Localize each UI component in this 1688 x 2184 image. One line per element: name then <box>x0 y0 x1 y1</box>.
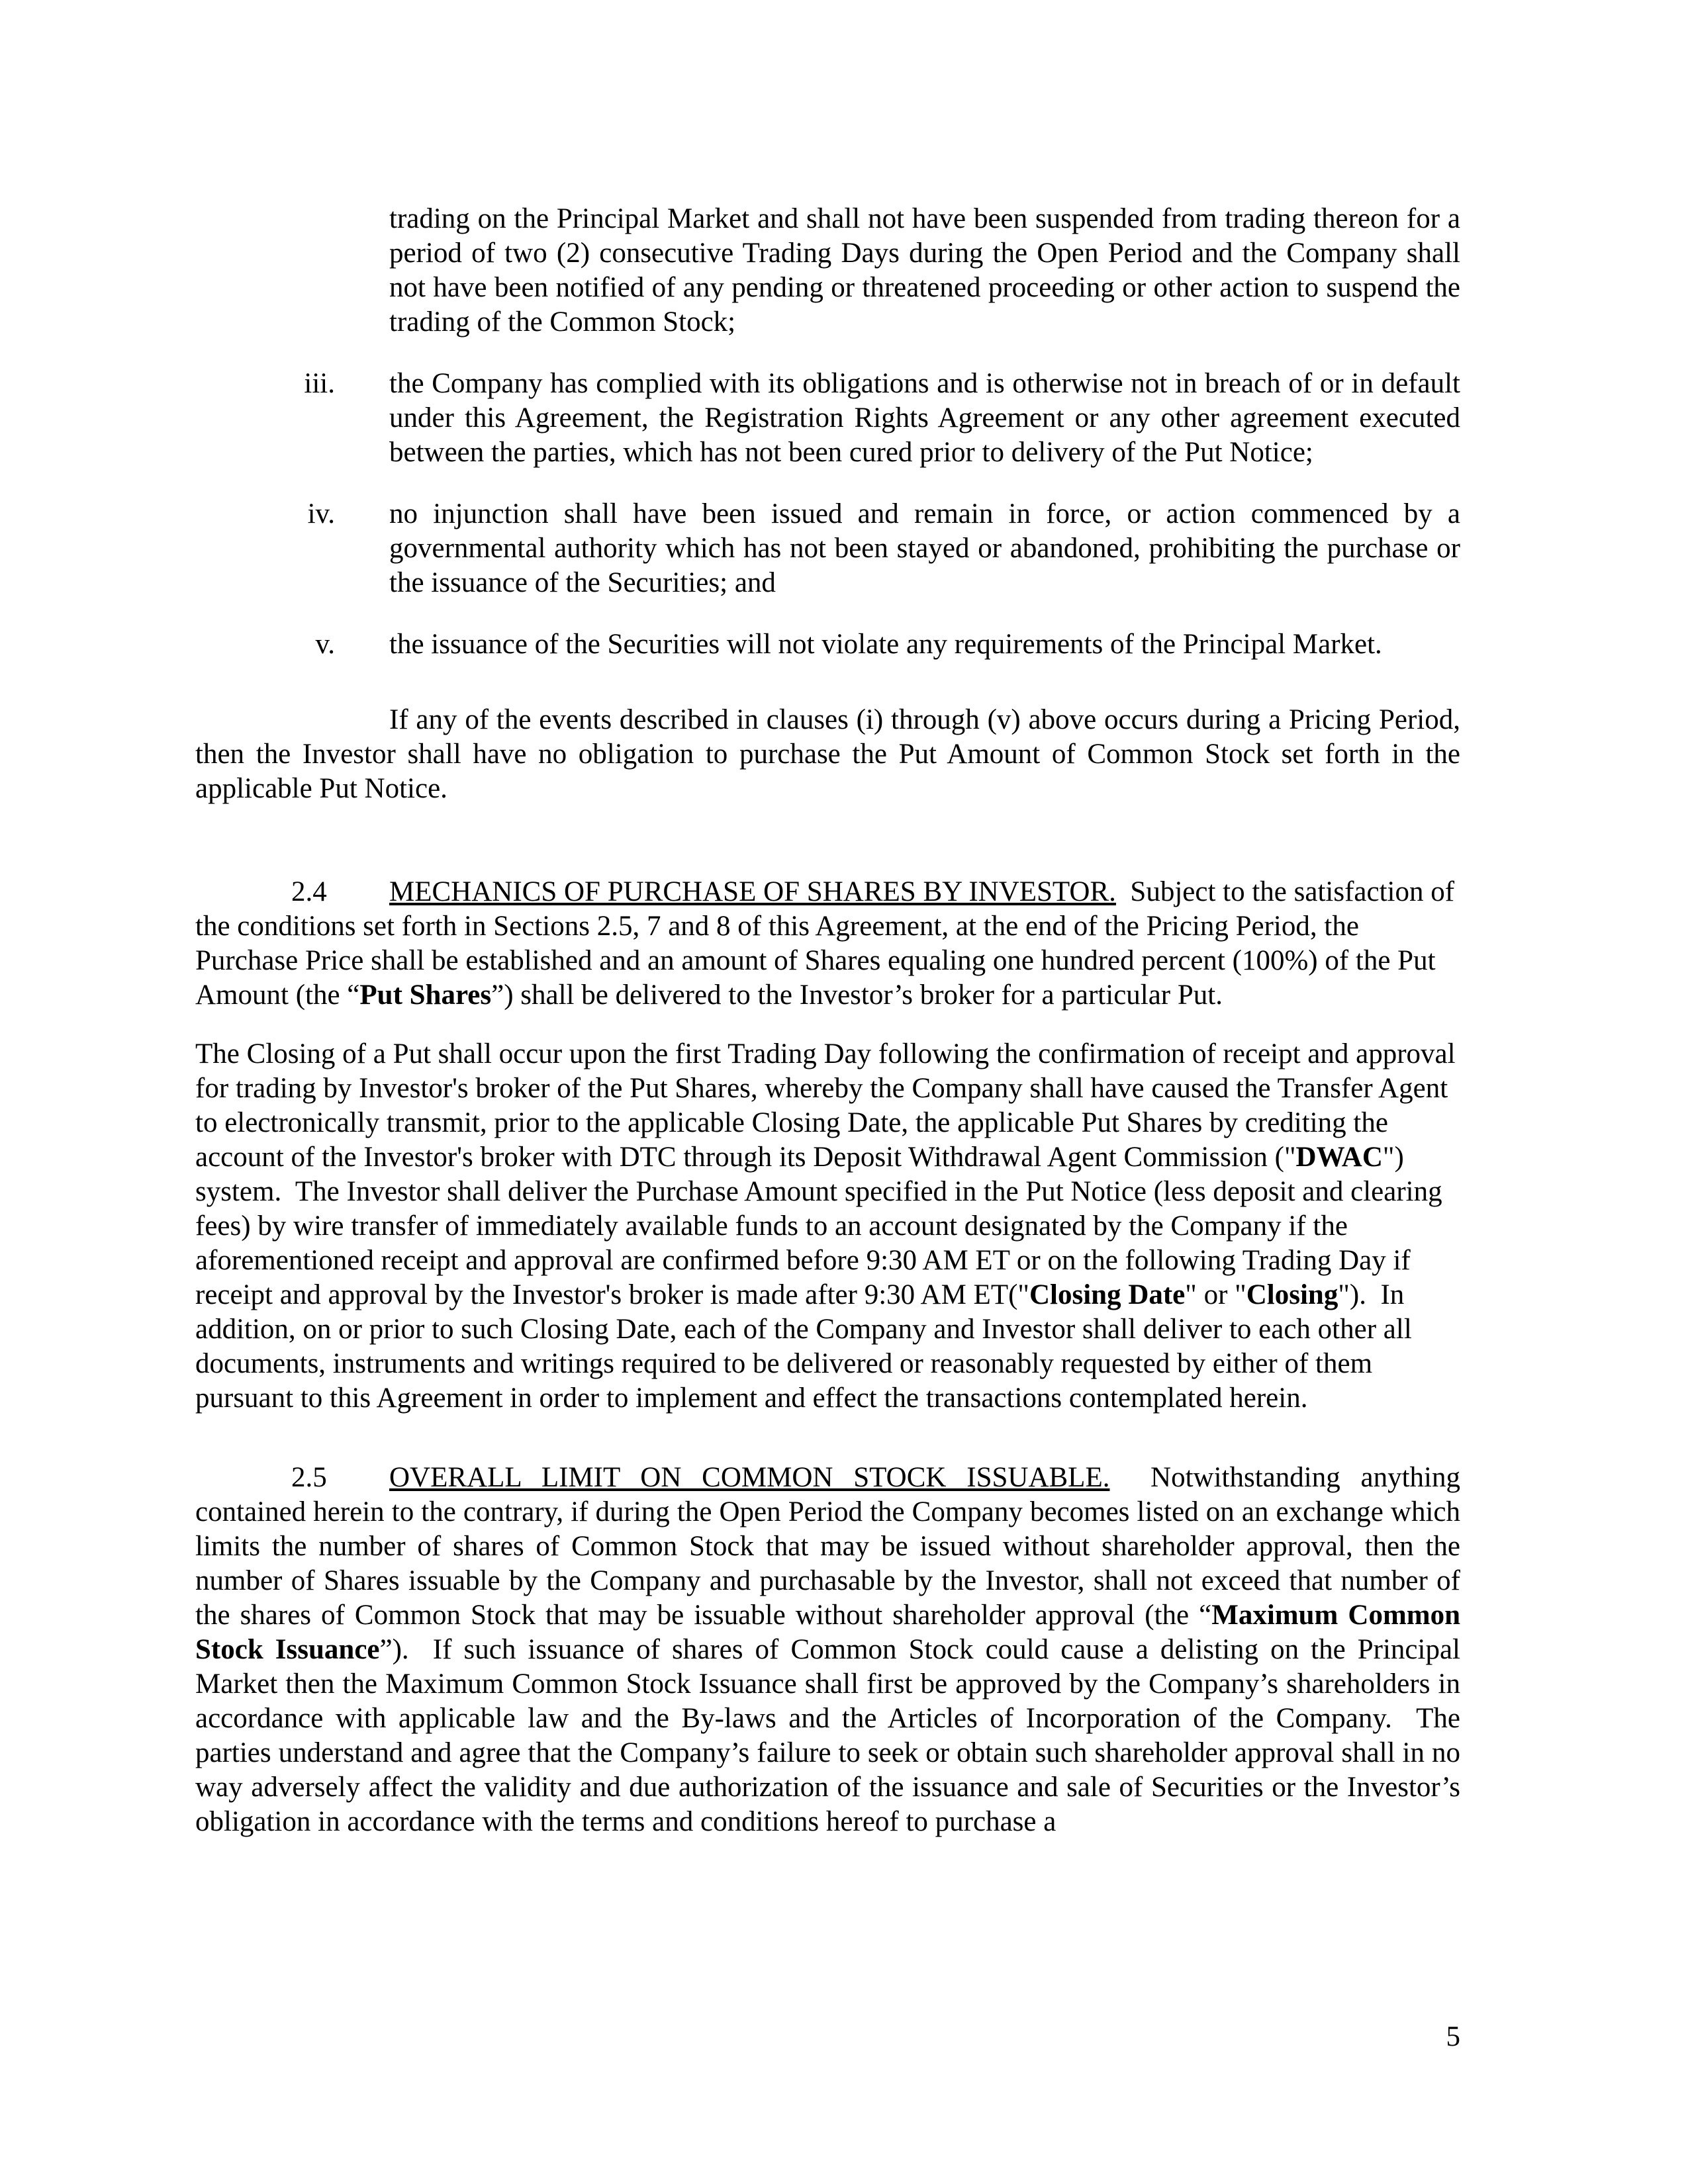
list-item-iii <box>304 367 1460 470</box>
section-2-4-text-cont: ”) shall be delivered to the Investor’s broker for a particular Put. <box>491 979 1223 1011</box>
put-shares-defined-term: Put Shares <box>359 979 492 1011</box>
maximum-common-stock-issuance-defined-term: Maximum Common Stock Issuance <box>195 1600 1460 1665</box>
continuation-paragraph: trading on the Principal Market and shall not have been suspended from trading thereon for a period of two (2) consecutive Trading Days during the Open Period and the Company shall not have been notified of any pending or threatened proceeding or other action to suspend the trading of the Common Stock; <box>389 203 1460 338</box>
section-2-4-paragraph <box>195 875 1460 1013</box>
section-2-4-text: Subject to the satisfaction of the conditions set forth in Sections 2.5, 7 and 8 of this Agreement, at the end of the Pricing Period, the Purchase Price shall be established and an amount of Shares equaling one hundred percent (100%) of the Put Amount (the “ <box>195 876 1455 1011</box>
closing-date-defined-term: Closing Date <box>1029 1279 1186 1310</box>
section-2-5-text-cont: ”). If such issuance of shares of Common Stock could cause a delisting on the Principal Market then the Maximum Common Stock Issuance shall first be approved by the Company’s shareholders in accordance with applicable law and the By-laws and the Articles of Incorporation of the Company. The parties understand and agree that the Company’s failure to seek or obtain such shareholder approval shall in no way adversely affect the validity and due authorization of the issuance and sale of Securities or the Investor’s obligation in accordance with the terms and conditions hereof to purchase a <box>195 1634 1460 1837</box>
closing-text-3: " or " <box>1185 1279 1246 1310</box>
list-item-v <box>315 627 1460 662</box>
section-2-4-number: 2.4 <box>291 876 327 907</box>
page-number: 5 <box>1446 2021 1460 2052</box>
list-text-v: the issuance of the Securities will not violate any requirements of the Principal Market. <box>389 629 1382 660</box>
section-2-4-heading: MECHANICS OF PURCHASE OF SHARES BY INVESTOR. <box>389 876 1116 907</box>
closing-paragraph <box>195 1037 1460 1416</box>
list-text-iii: the Company has complied with its obligations and is otherwise not in breach of or in default under this Agreement, the Registration Rights Agreement or any other agreement executed between the parties, which has not been cured prior to delivery of the Put Notice; <box>389 368 1460 468</box>
events-paragraph: If any of the events described in clauses (i) through (v) above occurs during a Pricing Period, then the Investor shall have no obligation to purchase the Put Amount of Common Stock set forth in the applicable Put Notice. <box>195 704 1460 804</box>
closing-text-2: ") system. The Investor shall deliver the Purchase Amount specified in the Put Notice (less deposit and clearing fees) by wire transfer of immediately available funds to an account designated by the Company if the aforementioned receipt and approval are confirmed before 9:30 AM ET or on the following Trading Day if receipt and approval by the Investor's broker is made after 9:30 AM ET(" <box>195 1142 1442 1310</box>
list-marker-iv: iv. <box>307 498 335 529</box>
closing-text-1: The Closing of a Put shall occur upon the first Trading Day following the confirmation of receipt and approval for trading by Investor's broker of the Put Shares, whereby the Company shall have caused the Transfer Agent to electronically transmit, prior to the applicable Closing Date, the applicable Put Shares by crediting the account of the Investor's broker with DTC through its Deposit Withdrawal Agent Commission (" <box>195 1038 1456 1173</box>
list-text-iv: no injunction shall have been issued and remain in force, or action commenced by a governmental authority which has not been stayed or abandoned, prohibiting the purchase or the issuance of the Securities; and <box>389 498 1460 598</box>
closing-defined-term: Closing <box>1246 1279 1338 1310</box>
section-2-5-heading: OVERALL LIMIT ON COMMON STOCK ISSUABLE. <box>389 1462 1110 1493</box>
list-item-iv <box>307 497 1460 600</box>
closing-text-4: "). In addition, on or prior to such Closing Date, each of the Company and Investor shall deliver to each other all documents, instruments and writings required to be delivered or reasonably requested by either of them pursuant to this Agreement in order to implement and effect the transactions contemplated herein. <box>195 1279 1412 1414</box>
section-2-5-number: 2.5 <box>291 1462 327 1493</box>
section-2-5-paragraph <box>195 1461 1460 1839</box>
list-marker-v: v. <box>315 629 335 660</box>
page-content <box>195 202 1460 1839</box>
dwac-defined-term: DWAC <box>1295 1142 1383 1173</box>
section-2-5-text: Notwithstanding anything contained herein to the contrary, if during the Open Period the Company becomes listed on an exchange which limits the number of shares of Common Stock that may be issued without shareholder approval, then the number of Shares issuable by the Company and purchasable by the Investor, shall not exceed that number of the shares of Common Stock that may be issuable without shareholder approval (the “ <box>195 1462 1460 1631</box>
list-marker-iii: iii. <box>304 368 335 399</box>
